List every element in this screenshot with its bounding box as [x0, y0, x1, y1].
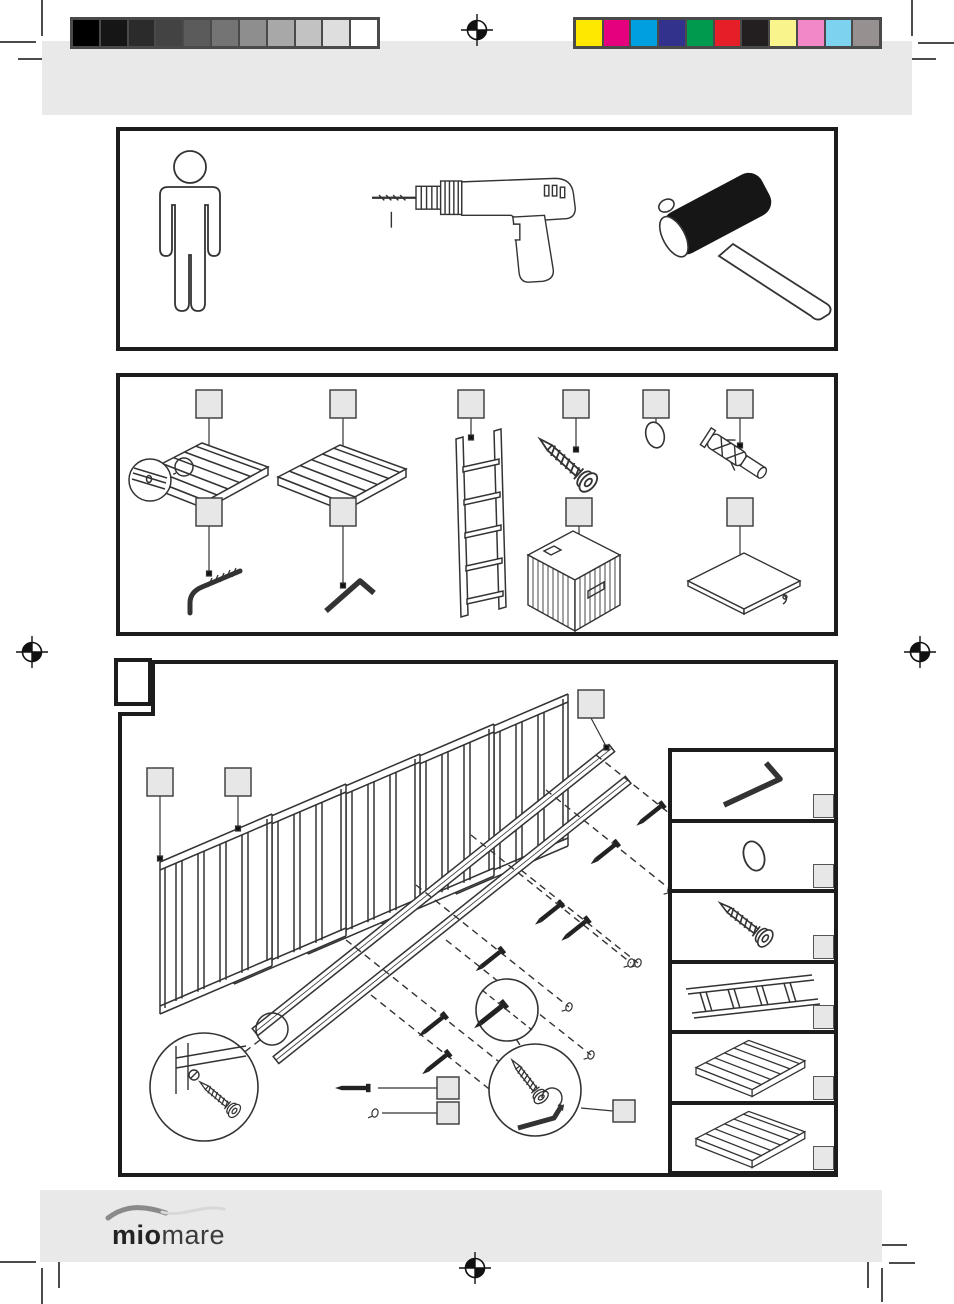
color-swatch: [212, 20, 238, 46]
color-swatch: [770, 20, 796, 46]
color-swatch: [687, 20, 713, 46]
color-swatch: [73, 20, 99, 46]
color-swatch: [798, 20, 824, 46]
part-label-box: [563, 390, 589, 418]
drill-icon: [372, 178, 575, 282]
brand-text-bold: mio: [112, 1220, 162, 1250]
color-swatch: [101, 20, 127, 46]
callout-label-box: [225, 768, 251, 796]
sidebar-item-screw: [672, 893, 834, 964]
callout-label-box: [437, 1102, 459, 1124]
allen-key-icon: [326, 581, 374, 611]
color-swatch: [742, 20, 768, 46]
registration-mark: [457, 1250, 493, 1286]
hardware-sidebar: [668, 748, 838, 1175]
part-label-box: [566, 498, 592, 526]
shelf-panel-exploded: [160, 694, 568, 1014]
mallet-icon: [647, 155, 831, 319]
oval-washer-icon: [643, 420, 667, 450]
detail-circle-screw-axis: [471, 979, 538, 1041]
color-swatch: [351, 20, 377, 46]
logo-wave-icon: [104, 1196, 264, 1222]
ladder-frame-icon: [686, 975, 820, 1018]
registration-mark: [14, 634, 50, 670]
color-swatch: [240, 20, 266, 46]
sidebar-item-oval-washer: [672, 823, 834, 894]
sidebar-item-slatted-shelf: [672, 1034, 834, 1105]
color-swatch: [323, 20, 349, 46]
color-swatch: [576, 20, 602, 46]
storage-cube-icon: [528, 531, 620, 631]
sidebar-item-allen-key: [672, 752, 834, 823]
color-swatch: [659, 20, 685, 46]
color-swatch: [268, 20, 294, 46]
color-swatch: [715, 20, 741, 46]
part-label-box: [196, 390, 222, 418]
part-label-box: [458, 390, 484, 418]
sidebar-label-box: [813, 1005, 834, 1029]
sidebar-label-box: [813, 1076, 834, 1100]
callout-label-box: [613, 1100, 635, 1122]
allen-key-icon: [724, 763, 780, 805]
part-label-box: [330, 498, 356, 526]
sidebar-label-box: [813, 794, 834, 818]
part-label-box: [196, 498, 222, 526]
brand-logo: [104, 1196, 324, 1256]
sidebar-label-box: [813, 935, 834, 959]
callout-label-box: [437, 1077, 459, 1099]
parts-panel: [116, 373, 838, 636]
detail-circle-allen-key: [489, 1044, 581, 1136]
sidebar-item-slatted-shelf: [672, 1105, 834, 1172]
screw-icon: [714, 896, 776, 950]
color-swatch: [853, 20, 879, 46]
grayscale-calibration-bar: [70, 17, 380, 49]
tools-panel: [116, 127, 838, 351]
part-label-box: [643, 390, 669, 418]
header-band: [42, 41, 912, 115]
color-swatch: [826, 20, 852, 46]
color-calibration-bar: [573, 17, 882, 49]
screw-icon: [533, 431, 601, 495]
registration-mark: [459, 12, 495, 48]
step-number-box: [114, 658, 152, 706]
color-swatch: [631, 20, 657, 46]
ladder-frame-icon: [456, 429, 506, 617]
color-swatch: [296, 20, 322, 46]
slatted-shelf-icon: [696, 1111, 805, 1167]
person-icon: [160, 151, 220, 311]
color-swatch: [184, 20, 210, 46]
brand-text-light: mare: [161, 1220, 226, 1250]
callout-label-box: [578, 690, 604, 718]
hook-screw-icon: [190, 568, 240, 613]
slatted-shelf-icon: [696, 1041, 805, 1097]
registration-mark: [902, 634, 938, 670]
detail-circle-screw-corner: [150, 1033, 258, 1141]
color-swatch: [604, 20, 630, 46]
sidebar-label-box: [813, 864, 834, 888]
sidebar-item-ladder-frame: [672, 964, 834, 1035]
callout-label-box: [147, 768, 173, 796]
sidebar-label-box: [813, 1146, 834, 1170]
color-swatch: [129, 20, 155, 46]
part-label-box: [727, 498, 753, 526]
part-label-box: [330, 390, 356, 418]
wall-anchor-icon: [699, 425, 772, 485]
bottom-panel-icon: [688, 553, 800, 614]
part-label-box: [727, 390, 753, 418]
color-swatch: [156, 20, 182, 46]
oval-washer-icon: [740, 838, 768, 873]
